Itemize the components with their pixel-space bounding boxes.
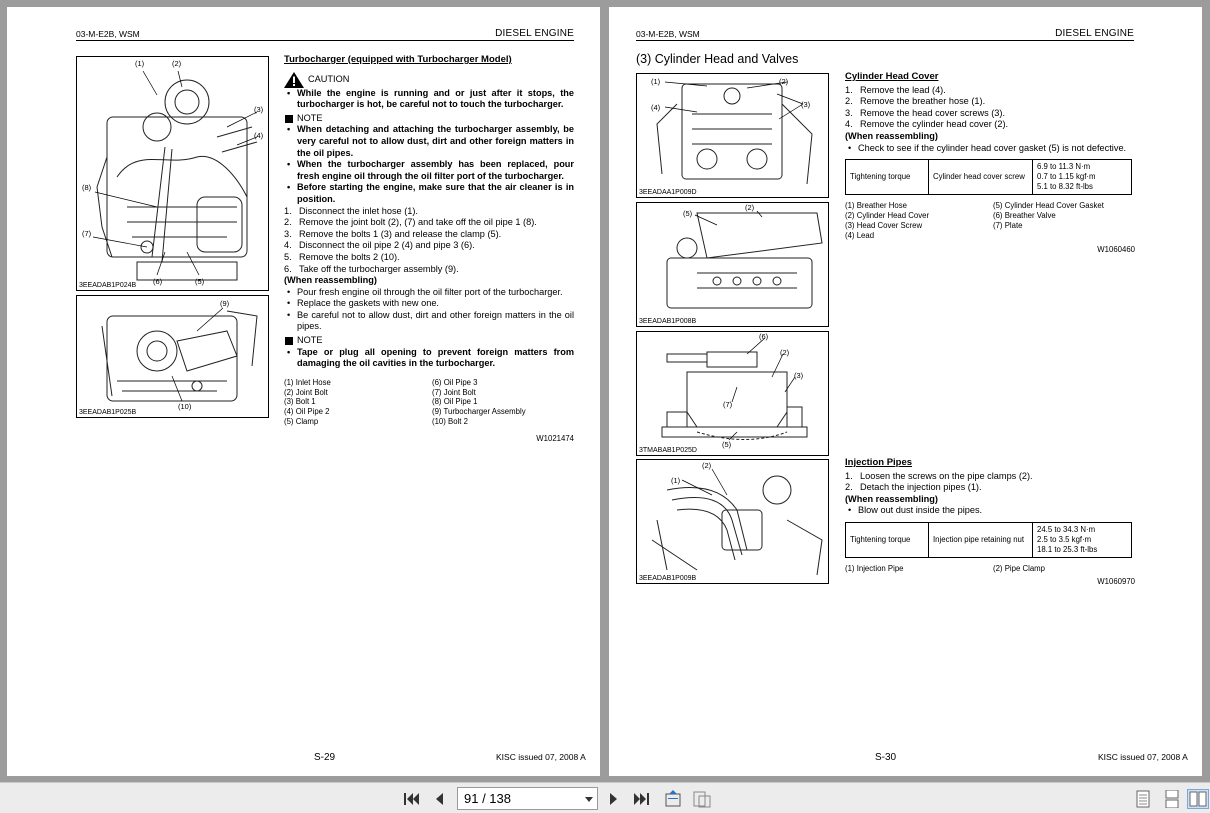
callout-7: (7) bbox=[82, 229, 92, 238]
reassembling-label: (When reassembling) bbox=[845, 130, 938, 141]
turbocharger-illustration bbox=[77, 296, 269, 418]
header-rule bbox=[636, 40, 1134, 41]
parts-legend: (1) Breather Hose (5) Cylinder Head Cover Gasket (2) Cylinder Head Cover (6) Breather Valve (3) Head Cover Screw (7) Plate (4) Lead bbox=[845, 201, 1104, 240]
last-page-icon[interactable] bbox=[632, 789, 652, 809]
torque-label: Tightening torque bbox=[846, 522, 929, 557]
subsection-title: Injection Pipes bbox=[845, 457, 913, 468]
figure-head-cover-2 bbox=[636, 202, 829, 327]
callout-6: (6) bbox=[759, 332, 769, 341]
reassembling-item: • Be careful not to allow dust, dirt and other foreign matters in the oil pipes. bbox=[284, 310, 574, 333]
callout-3: (3) bbox=[254, 105, 264, 114]
step-item: 3. Remove the head cover screws (3). bbox=[845, 107, 1006, 118]
step-item: 2. Remove the breather hose (1). bbox=[845, 96, 986, 107]
head-cover-section bbox=[845, 71, 1135, 256]
turbocharger-section bbox=[284, 54, 574, 444]
document-page-left bbox=[7, 7, 600, 776]
header-rule bbox=[76, 40, 574, 41]
callout-3: (3) bbox=[794, 371, 804, 380]
caution-item: • While the engine is running and or just after it stops, the turbocharger is hot, be careful not to touch the turbocharger. bbox=[284, 88, 574, 111]
note-item: • Before starting the engine, make sure that the air cleaner is in position. bbox=[284, 182, 574, 205]
viewer-toolbar bbox=[0, 782, 1210, 813]
head-cover-section-illustration bbox=[637, 332, 829, 456]
two-page-view-icon[interactable] bbox=[1187, 789, 1209, 809]
step-item: 6. Take off the turbocharger assembly (9). bbox=[284, 263, 459, 274]
callout-4: (4) bbox=[651, 103, 661, 112]
torque-item: Injection pipe retaining nut bbox=[929, 522, 1033, 557]
note-header bbox=[284, 113, 574, 125]
callout-3: (3) bbox=[801, 100, 811, 109]
subsection-title: Cylinder Head Cover bbox=[845, 71, 939, 82]
section-title: Turbocharger (equipped with Turbocharger Model) bbox=[284, 54, 512, 65]
torque-values: 24.5 to 34.3 N·m 2.5 to 3.5 kgf·m 18.1 to 25.3 ft-lbs bbox=[1033, 522, 1132, 557]
page-number: S-30 bbox=[875, 752, 897, 763]
torque-table bbox=[845, 522, 1132, 558]
callout-8: (8) bbox=[82, 183, 92, 192]
header-code: 03-M-E2B, WSM bbox=[636, 29, 700, 39]
note-square-icon bbox=[285, 337, 293, 345]
chevron-down-icon bbox=[585, 797, 593, 802]
torque-item: Cylinder head cover screw bbox=[929, 160, 1033, 195]
reassembling-item: • Check to see if the cylinder head cover gasket (5) is not defective. bbox=[845, 143, 1135, 155]
header-title: DIESEL ENGINE bbox=[1055, 28, 1134, 39]
first-page-icon[interactable] bbox=[401, 789, 421, 809]
parts-legend: (1) Inlet Hose (6) Oil Pipe 3 (2) Joint Bolt (7) Joint Bolt (3) Bolt 1 (8) Oil Pipe 1 (4) Oil Pipe 2 (9) Turbocharger Assembly (5) Clamp (10) Bolt 2 bbox=[284, 377, 526, 427]
issued-date: KISC issued 07, 2008 A bbox=[1098, 752, 1188, 762]
step-item: 3. Remove the bolts 1 (3) and release the clamp (5). bbox=[284, 228, 502, 239]
continuous-view-icon[interactable] bbox=[1162, 789, 1182, 809]
callout-5: (5) bbox=[195, 277, 205, 286]
note-square-icon bbox=[285, 115, 293, 123]
step-item: 1. Loosen the screws on the pipe clamps (2). bbox=[845, 470, 1033, 481]
reassembling-label: (When reassembling) bbox=[845, 493, 938, 504]
code-reference: W1060970 bbox=[1097, 576, 1135, 586]
reassembling-list bbox=[845, 143, 1135, 155]
note-item: • When detaching and attaching the turbocharger assembly, be very careful not to allow dust, dirt and other foreign matters in the oil pipes. bbox=[284, 124, 574, 159]
page-indicator: 91 / 138 bbox=[464, 791, 511, 806]
reassembling-label: (When reassembling) bbox=[284, 275, 377, 286]
header-title: DIESEL ENGINE bbox=[495, 28, 574, 39]
cylinder-head-illustration bbox=[637, 74, 829, 198]
callout-1: (1) bbox=[651, 77, 661, 86]
step-item: 1. Disconnect the inlet hose (1). bbox=[284, 205, 418, 216]
note-item: • When the turbocharger assembly has been replaced, pour fresh engine oil through the oil filter port of the turbocharger. bbox=[284, 159, 574, 182]
note-list bbox=[284, 347, 574, 370]
procedure-steps bbox=[845, 471, 1135, 494]
callout-10: (10) bbox=[178, 402, 192, 411]
callout-4: (4) bbox=[254, 131, 264, 140]
figure-head-cover-1 bbox=[636, 73, 829, 198]
figure-head-cover-section bbox=[636, 331, 829, 456]
callout-2: (2) bbox=[779, 77, 789, 86]
warning-icon bbox=[284, 72, 304, 88]
callout-5: (5) bbox=[722, 440, 732, 449]
figure-caption: 3TMABAB1P025D bbox=[639, 447, 697, 454]
issued-date: KISC issued 07, 2008 A bbox=[496, 752, 586, 762]
figure-caption: 3EEADAB1P008B bbox=[639, 318, 697, 325]
next-page-icon[interactable] bbox=[604, 789, 624, 809]
figure-caption: 3EEADAB1P025B bbox=[79, 409, 137, 416]
figure-injection-pipes bbox=[636, 459, 829, 584]
step-item: 2. Detach the injection pipes (1). bbox=[845, 482, 982, 493]
torque-table bbox=[845, 159, 1132, 195]
step-item: 1. Remove the lead (4). bbox=[845, 84, 946, 95]
step-item: 4. Remove the cylinder head cover (2). bbox=[845, 119, 1009, 130]
reassembling-list bbox=[284, 287, 574, 333]
caution-header bbox=[284, 72, 574, 88]
torque-values: 6.9 to 11.3 N·m 0.7 to 1.15 kgf·m 5.1 to 8.32 ft-lbs bbox=[1033, 160, 1132, 195]
parts-legend: (1) Injection Pipe (2) Pipe Clamp bbox=[845, 563, 1045, 573]
figure-caption: 3EEADAA1P009D bbox=[639, 189, 697, 196]
section-big-title: (3) Cylinder Head and Valves bbox=[636, 52, 799, 66]
figure-turbocharger-2 bbox=[76, 295, 269, 418]
callout-9: (9) bbox=[220, 299, 230, 308]
note-label: NOTE bbox=[297, 335, 323, 346]
reassembling-item: • Blow out dust inside the pipes. bbox=[845, 505, 1135, 517]
callout-2: (2) bbox=[745, 203, 755, 212]
injection-pipes-illustration bbox=[637, 460, 829, 584]
callout-2: (2) bbox=[172, 59, 182, 68]
procedure-steps bbox=[284, 206, 574, 276]
step-item: 2. Remove the joint bolt (2), (7) and take off the oil pipe 1 (8). bbox=[284, 217, 537, 228]
procedure-steps bbox=[845, 85, 1135, 131]
note-header bbox=[284, 335, 574, 347]
caution-list bbox=[284, 88, 574, 111]
caution-label: CAUTION bbox=[308, 73, 350, 84]
reassembling-list bbox=[845, 505, 1135, 517]
callout-2: (2) bbox=[780, 348, 790, 357]
previous-page-icon[interactable] bbox=[429, 789, 449, 809]
figure-turbocharger-1 bbox=[76, 56, 269, 291]
callout-7: (7) bbox=[723, 400, 733, 409]
reassembling-item: • Replace the gaskets with new one. bbox=[284, 298, 574, 310]
code-reference: W1021474 bbox=[536, 433, 574, 443]
note-item: • Tape or plug all opening to prevent foreign matters from damaging the oil cavities in the turbocharger. bbox=[284, 347, 574, 370]
callout-6: (6) bbox=[153, 277, 163, 286]
step-item: 5. Remove the bolts 2 (10). bbox=[284, 251, 400, 262]
code-reference: W1060460 bbox=[1097, 245, 1135, 255]
note-list bbox=[284, 124, 574, 205]
page-number-select[interactable] bbox=[457, 787, 598, 810]
callout-5: (5) bbox=[683, 209, 693, 218]
note-label: NOTE bbox=[297, 112, 323, 123]
header-code: 03-M-E2B, WSM bbox=[76, 29, 140, 39]
fit-width-icon[interactable] bbox=[692, 789, 712, 809]
head-cover-removed-illustration bbox=[637, 203, 829, 327]
callout-1: (1) bbox=[135, 59, 145, 68]
reassembling-item: • Pour fresh engine oil through the oil filter port of the turbocharger. bbox=[284, 287, 574, 299]
fit-page-icon[interactable] bbox=[663, 789, 683, 809]
callout-2: (2) bbox=[702, 461, 712, 470]
figure-caption: 3EEADAB1P024B bbox=[79, 282, 137, 289]
document-page-right bbox=[609, 7, 1202, 776]
page-number: S-29 bbox=[314, 752, 336, 763]
engine-illustration bbox=[77, 57, 269, 291]
single-page-view-icon[interactable] bbox=[1133, 789, 1153, 809]
torque-label: Tightening torque bbox=[846, 160, 929, 195]
step-item: 4. Disconnect the oil pipe 2 (4) and pipe 3 (6). bbox=[284, 240, 475, 251]
figure-caption: 3EEADAB1P009B bbox=[639, 575, 697, 582]
injection-pipes-section bbox=[845, 457, 1135, 587]
callout-1: (1) bbox=[671, 476, 681, 485]
